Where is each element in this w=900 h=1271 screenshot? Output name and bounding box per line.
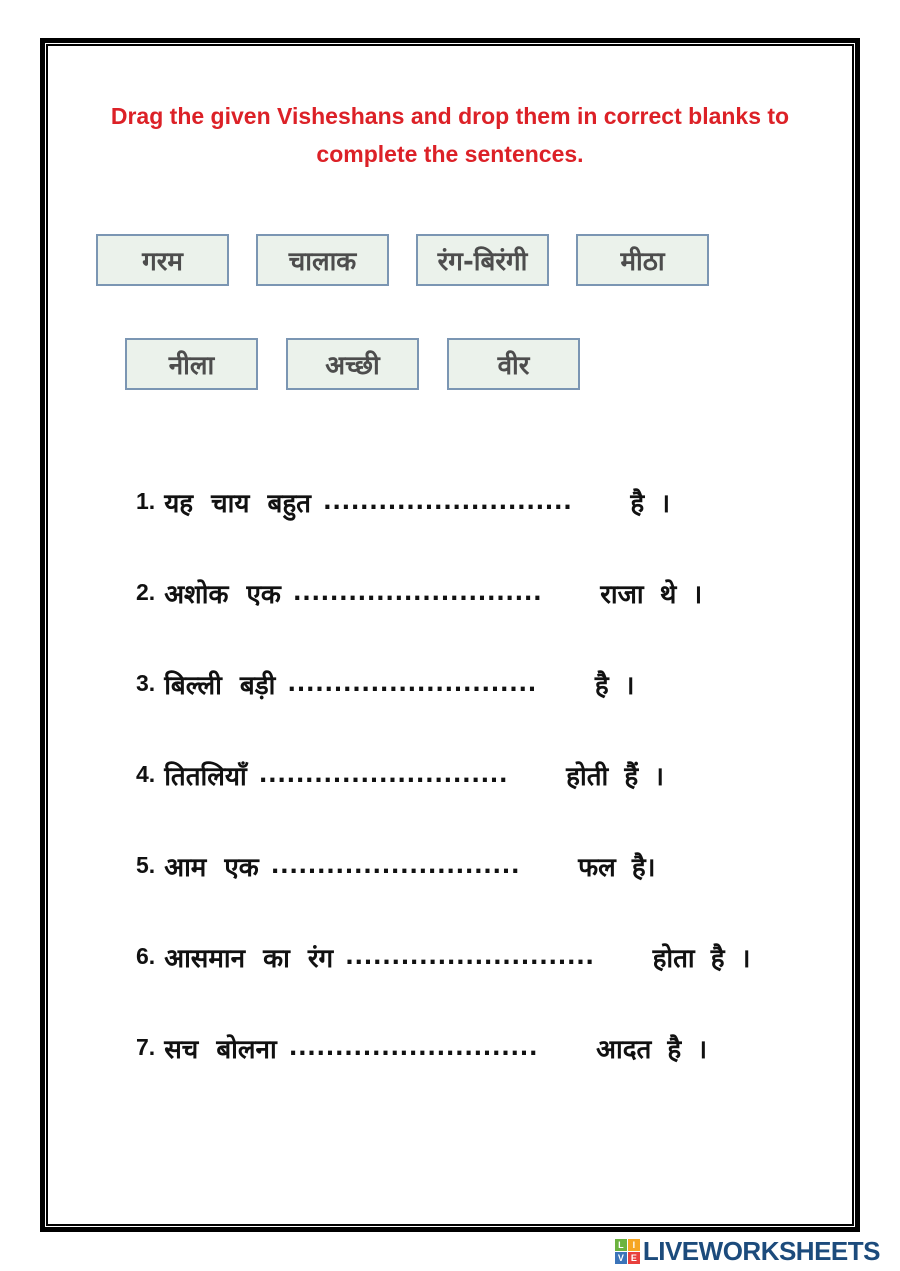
word-chip-neela[interactable]: नीला (125, 338, 258, 390)
sentence-list (136, 456, 796, 1093)
sentence-text-pre: तितलियाँ (164, 761, 247, 792)
word-chip-garam[interactable]: गरम (96, 234, 229, 286)
blank-drop-target[interactable]: ........................... (287, 670, 537, 697)
sentence-text-pre: सच बोलना (164, 1034, 277, 1065)
sentence-text-post: आदत है । (596, 1034, 708, 1065)
sentence-number: 4. (136, 761, 156, 787)
sentence-4 (136, 729, 796, 820)
word-chip-rang-birangi[interactable]: रंग-बिरंगी (416, 234, 549, 286)
sentence-number: 1. (136, 488, 156, 514)
blank-drop-target[interactable]: ........................... (288, 1034, 539, 1061)
word-bank-row-1 (96, 234, 709, 286)
sentence-text-post: राजा थे । (600, 579, 703, 610)
sentence-text-pre: यह चाय बहुत (164, 488, 311, 519)
sentence-7 (136, 1002, 796, 1093)
sentence-text-pre: आम एक (164, 852, 259, 883)
blank-drop-target[interactable]: ........................... (345, 943, 595, 970)
sentence-text-post: फल है। (578, 852, 656, 883)
sentence-text-post: है । (630, 488, 671, 519)
sentence-number: 5. (136, 852, 156, 878)
sentence-text-post: होता है । (652, 943, 751, 974)
logo-letter-i: I (628, 1239, 640, 1251)
word-chip-chalak[interactable]: चालाक (256, 234, 389, 286)
blank-drop-target[interactable]: ........................... (258, 761, 509, 788)
sentence-number: 3. (136, 670, 156, 696)
liveworksheets-logo-link[interactable] (615, 1236, 880, 1267)
word-chip-veer[interactable]: वीर (447, 338, 580, 390)
word-chip-acchi[interactable]: अच्छी (286, 338, 419, 390)
brand-wordmark: LIVEWORKSHEETS (642, 1236, 880, 1266)
instruction-heading: Drag the given Visheshans and drop them in correct blanks to complete the sentences. (110, 103, 790, 167)
sentence-6 (136, 911, 796, 1002)
word-bank-row-2 (125, 338, 580, 390)
logo-letter-v: V (615, 1252, 627, 1264)
sentence-text-post: है । (594, 670, 635, 701)
liveworksheets-logo-icon (615, 1239, 640, 1264)
sentence-text-pre: अशोक एक (164, 579, 281, 610)
sentence-text-post: होती हैं । (566, 761, 665, 792)
sentence-number: 2. (136, 579, 156, 605)
blank-drop-target[interactable]: ........................... (292, 579, 543, 606)
logo-letter-e: E (628, 1252, 640, 1264)
blank-drop-target[interactable]: ........................... (322, 488, 573, 515)
sentence-5 (136, 820, 796, 911)
sentence-1 (136, 456, 796, 547)
logo-letter-l: L (615, 1239, 627, 1251)
sentence-3 (136, 638, 796, 729)
sentence-number: 6. (136, 943, 156, 969)
blank-drop-target[interactable]: ........................... (270, 852, 521, 879)
sentence-text-pre: बिल्ली बड़ी (164, 670, 276, 701)
sentence-text-pre: आसमान का रंग (164, 943, 334, 974)
word-chip-meetha[interactable]: मीठा (576, 234, 709, 286)
sentence-number: 7. (136, 1034, 156, 1060)
sentence-2 (136, 547, 796, 638)
